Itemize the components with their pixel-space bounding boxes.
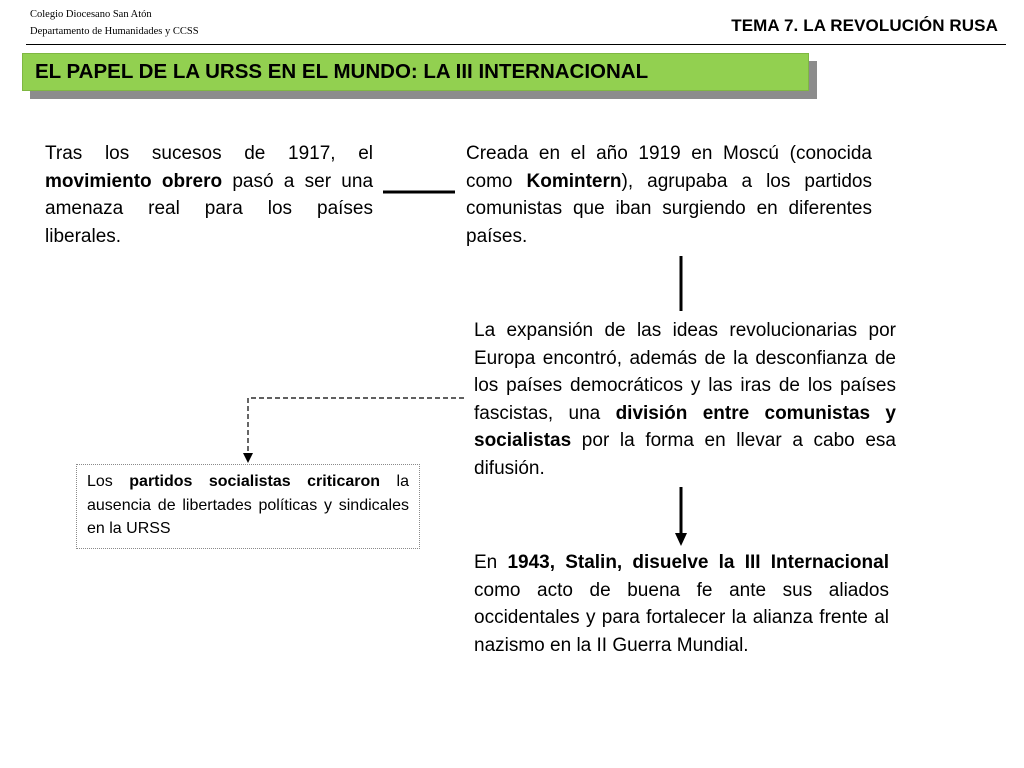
socialists-text-start: Los xyxy=(87,473,130,490)
komintern-text-end: ), agrupaba a los partidos comunistas que iban surgiendo en diferentes países. xyxy=(466,170,872,247)
slide-title: EL PAPEL DE LA URSS EN EL MUNDO: LA III INTERNACIONAL xyxy=(22,53,809,91)
department-name: Departamento de Humanidades y CCSS xyxy=(30,26,199,37)
arrowhead-dissolution xyxy=(675,533,687,546)
intro-text-end: pasó a ser una amenaza real para los países liberales. xyxy=(45,170,374,247)
dissolution-text-end: como acto de buena fe ante sus aliados occidentales y para fortalecer la alianza frente al nazismo en la II Guerra Mundial. xyxy=(474,579,889,656)
intro-text-start: Tras los sucesos de 1917, el xyxy=(45,143,373,164)
arrowhead-socialists xyxy=(243,453,253,463)
socialists-text-end: la ausencia de libertades políticas y sindicales en la URSS xyxy=(87,473,409,537)
komintern-text-bold: Komintern xyxy=(526,170,622,192)
dashed-connector-socialists xyxy=(248,398,464,455)
dissolution-text-start: En xyxy=(474,552,508,573)
school-name: Colegio Diocesano San Atón xyxy=(30,9,152,20)
expansion-text-end: por la forma en llevar a cabo esa difusión. xyxy=(474,430,896,479)
expansion-text-start: La expansión de las ideas revolucionarias por Europa encontró, además de la desconfianza de los países democráticos y las iras de los países fascistas, una xyxy=(474,320,896,424)
komintern-text-start: Creada en el año 1919 en Moscú (conocida como xyxy=(466,143,872,192)
intro-text-bold: movimiento obrero xyxy=(45,170,223,192)
socialists-text-bold: partidos socialistas criticaron xyxy=(129,473,381,490)
expansion-text-bold: división entre comunistas y socialistas xyxy=(474,402,896,451)
topic-title: TEMA 7. LA REVOLUCIÓN RUSA xyxy=(731,16,998,35)
dissolution-text-bold: 1943, Stalin, disuelve la III Internacional xyxy=(507,552,889,573)
